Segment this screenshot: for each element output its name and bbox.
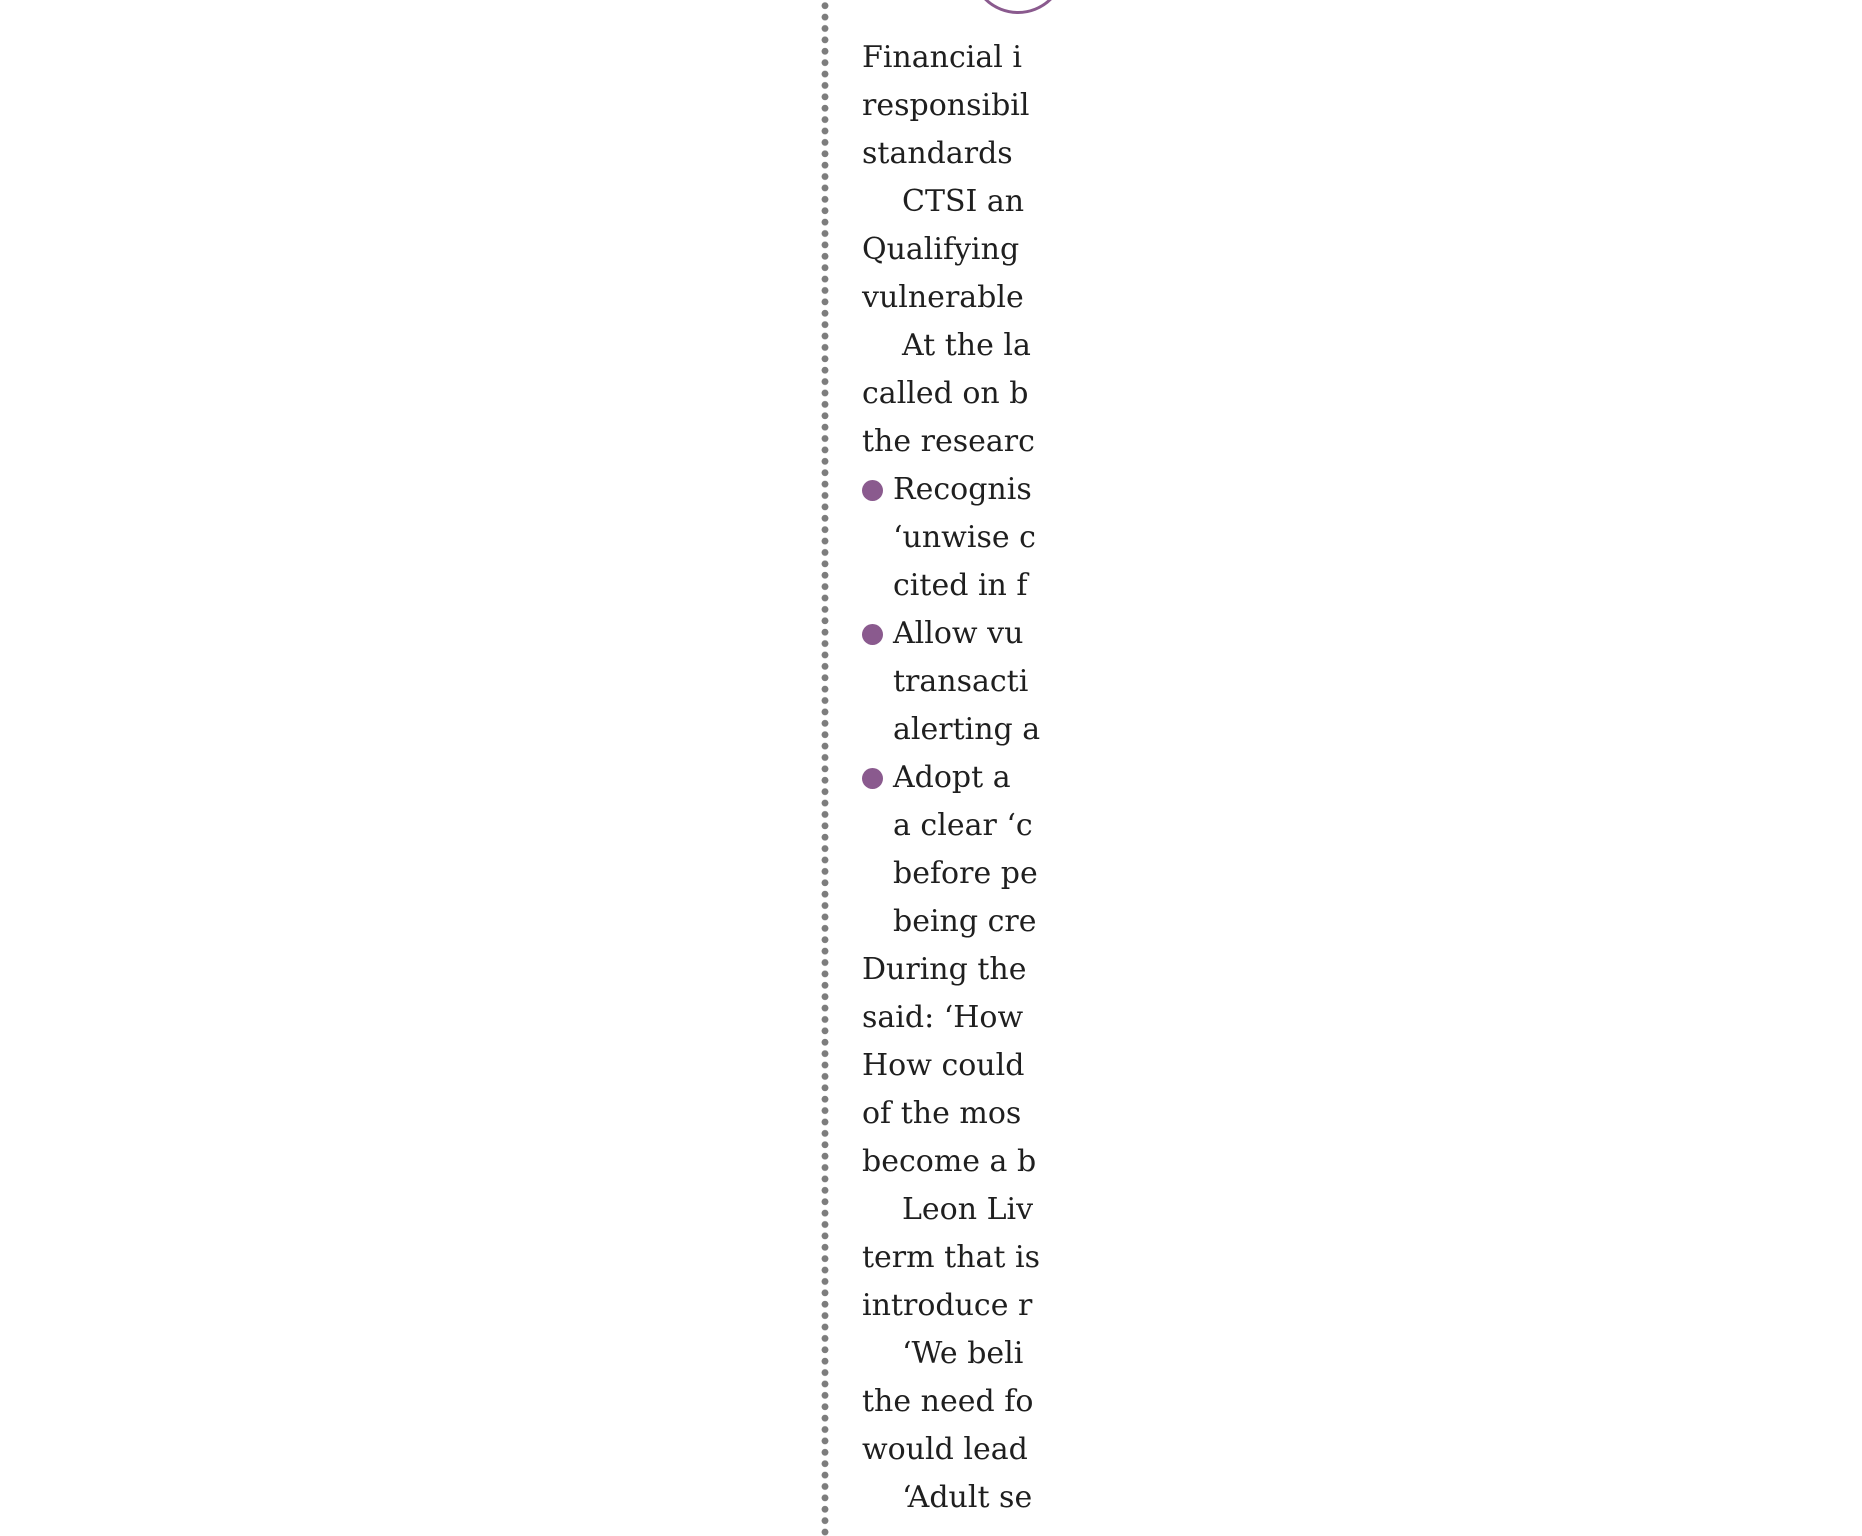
text-line: Leon Liv bbox=[902, 1192, 1034, 1227]
bullet-item bbox=[862, 466, 1862, 610]
text-line: of the mos bbox=[862, 1096, 1022, 1131]
bullet-list bbox=[862, 466, 1862, 946]
text-line: Adopt a bbox=[893, 760, 1011, 795]
text-line: ‘unwise c bbox=[893, 520, 1036, 555]
text-line: said: ‘How bbox=[862, 1000, 1024, 1035]
bullet-item bbox=[862, 754, 1862, 946]
dotted-column-divider bbox=[820, 0, 830, 1536]
bullet-first-line bbox=[862, 466, 1862, 514]
paragraph-4 bbox=[862, 946, 1862, 1186]
text-line: ‘Adult se bbox=[902, 1480, 1033, 1515]
article-column bbox=[862, 34, 1862, 1522]
text-line: CTSI an bbox=[902, 184, 1025, 219]
text-line: cited in f bbox=[893, 568, 1028, 603]
text-line: Allow vu bbox=[893, 616, 1024, 651]
text-line: would lead bbox=[862, 1432, 1028, 1467]
bullet-first-line bbox=[862, 754, 1862, 802]
text-line: How could bbox=[862, 1048, 1025, 1083]
paragraph-6 bbox=[862, 1330, 1862, 1474]
text-line: ‘We beli bbox=[902, 1336, 1024, 1371]
text-line: the researc bbox=[862, 424, 1035, 459]
text-line: term that is bbox=[862, 1240, 1040, 1275]
paragraph-7 bbox=[862, 1474, 1862, 1522]
bullet-dot-icon bbox=[862, 480, 883, 501]
text-line: introduce r bbox=[862, 1288, 1033, 1323]
bullet-dot-icon bbox=[862, 624, 883, 645]
text-line: being cre bbox=[893, 904, 1037, 939]
text-line: transacti bbox=[893, 664, 1029, 699]
paragraph-3 bbox=[862, 322, 1862, 466]
text-line: At the la bbox=[902, 328, 1031, 363]
text-line: alerting a bbox=[893, 712, 1041, 747]
text-line: Qualifying bbox=[862, 232, 1020, 267]
text-line: vulnerable bbox=[862, 280, 1024, 315]
paragraph-1 bbox=[862, 34, 1862, 178]
text-line: responsibil bbox=[862, 88, 1030, 123]
paragraph-5 bbox=[862, 1186, 1862, 1330]
text-line: a clear ‘c bbox=[893, 808, 1033, 843]
text-line: Financial i bbox=[862, 40, 1022, 75]
text-line: before pe bbox=[893, 856, 1038, 891]
bullet-first-line bbox=[862, 610, 1862, 658]
text-line: standards bbox=[862, 136, 1013, 171]
bullet-dot-icon bbox=[862, 768, 883, 789]
text-line: During the bbox=[862, 952, 1027, 987]
bullet-item bbox=[862, 610, 1862, 754]
circle-decoration-icon bbox=[970, 0, 1066, 14]
paragraph-2 bbox=[862, 178, 1862, 322]
text-line: the need fo bbox=[862, 1384, 1034, 1419]
text-line: Recognis bbox=[893, 472, 1032, 507]
text-line: become a b bbox=[862, 1144, 1037, 1179]
text-line: called on b bbox=[862, 376, 1029, 411]
